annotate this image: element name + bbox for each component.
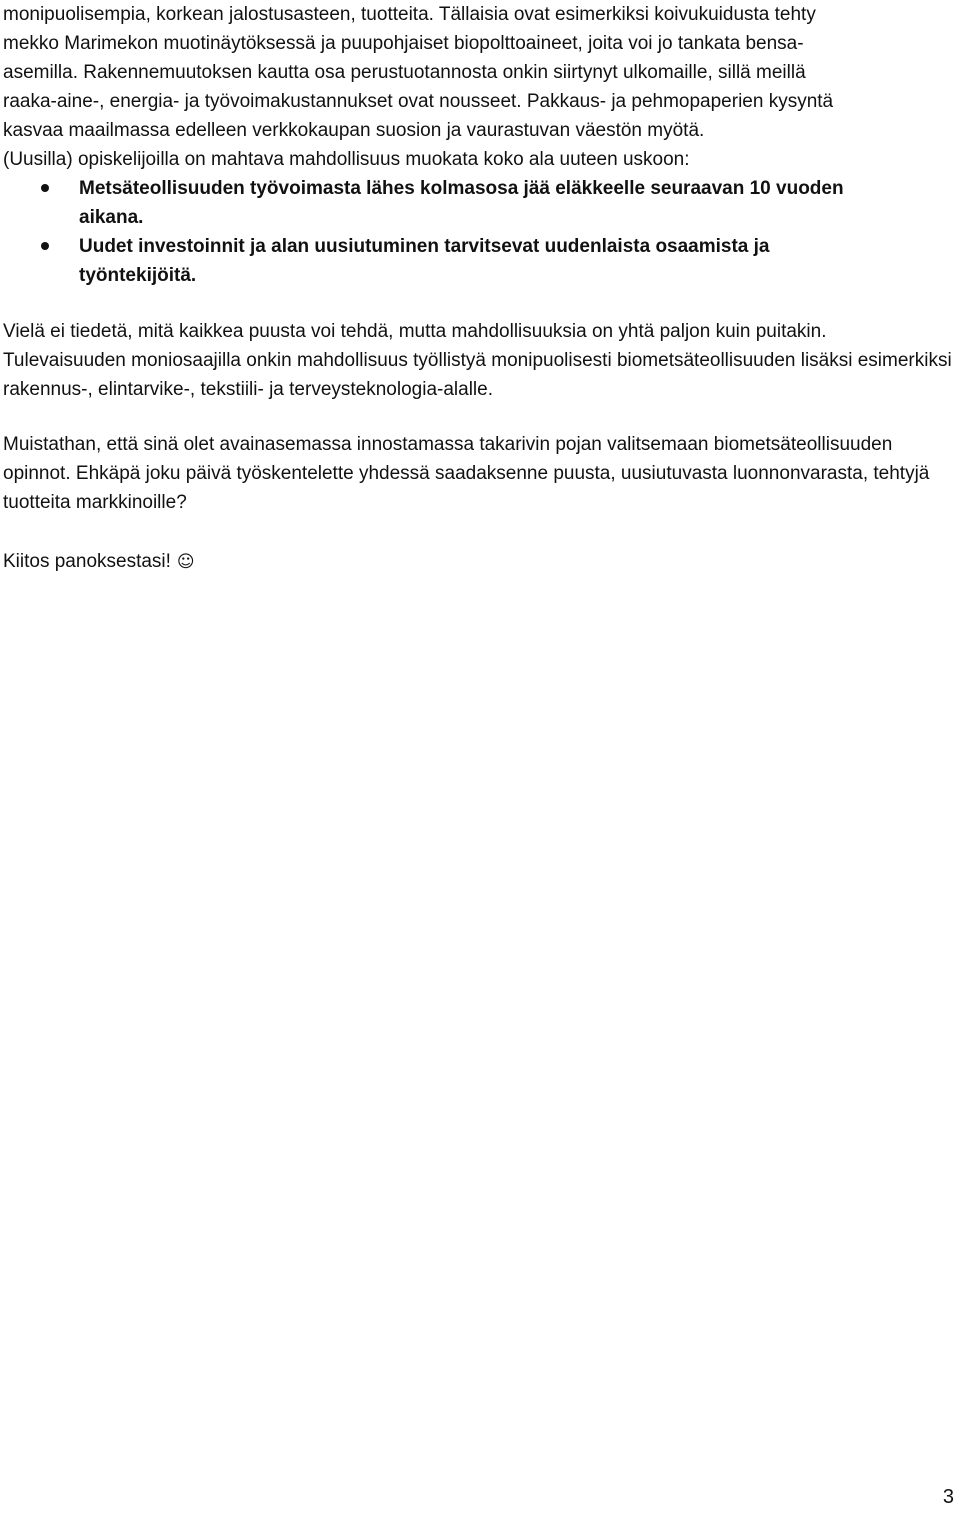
text-line: mekko Marimekon muotinäytöksessä ja puupohjaiset biopolttoaineet, joita voi jo tankata bensa- (3, 33, 804, 54)
bullet-item (3, 232, 859, 290)
text-line: raaka-aine-, energia- ja työvoimakustannukset ovat nousseet. Pakkaus- ja pehmopaperien kysyntä (3, 91, 834, 112)
text-line: monipuolisempia, korkean jalostusasteen, tuotteita. Tällaisia ovat esimerkiksi koivukuidusta tehty (3, 4, 816, 25)
paragraph-vision: Vielä ei tiedetä, mitä kaikkea puusta voi tehdä, mutta mahdollisuuksia on yhtä paljon kuin puitakin. Tulevaisuuden moniosaajilla onkin mahdollisuus työllistyä monipuolisesti biometsäteollisuuden lisäksi esimerkiksi rakennus-, elintarvike-, tekstiili- ja terveysteknologia-alalle. (3, 321, 952, 400)
thanks-text: Kiitos panoksestasi! (3, 551, 171, 572)
page-number: 3 (942, 1486, 954, 1508)
bullet-text: Metsäteollisuuden työvoimasta lähes kolmasosa jää eläkkeelle seuraavan 10 vuoden aikana. (79, 178, 844, 228)
thanks-line (3, 547, 953, 577)
text-line: (Uusilla) opiskelijoilla on mahtava mahdollisuus muokata koko ala uuteen uskoon: (3, 149, 690, 170)
text-line: kasvaa maailmassa edelleen verkkokaupan suosion ja vaurastuvan väestön myötä. (3, 120, 705, 141)
bullet-list (3, 174, 953, 290)
intro-paragraph (3, 0, 953, 174)
text-line: asemilla. Rakennemuutoksen kautta osa perustuotannosta onkin siirtynyt ulkomaille, sillä meillä (3, 62, 806, 83)
document-page (3, 0, 953, 577)
paragraph-remember: Muistathan, että sinä olet avainasemassa innostamassa takarivin pojan valitsemaan biometsäteollisuuden opinnot. Ehkäpä joku päivä työskentelette yhdessä saadaksenne puusta, uusiutuvasta luonnonvarasta, tehtyjä tuotteita markkinoille? (3, 434, 930, 513)
bullet-icon (41, 184, 49, 192)
bullet-icon (41, 242, 49, 250)
bullet-item (3, 174, 859, 232)
smiley-icon: ☺ (176, 552, 195, 572)
bullet-text: Uudet investoinnit ja alan uusiutuminen tarvitsevat uudenlaista osaamista ja työntekijöitä. (79, 236, 770, 286)
